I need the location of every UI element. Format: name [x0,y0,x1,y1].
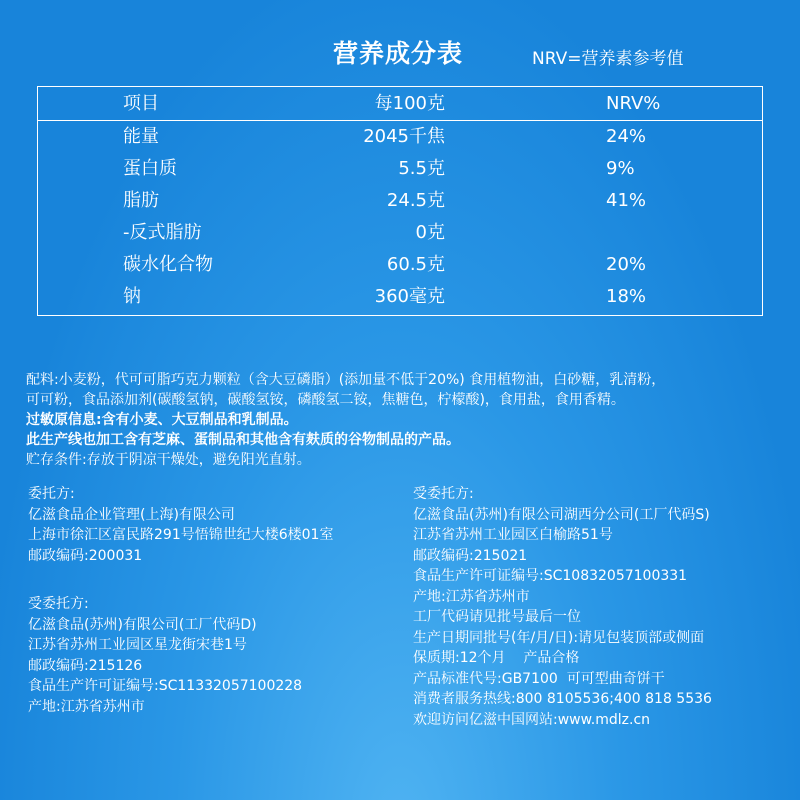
row-value: 0克 [415,222,445,243]
contractor-origin: 产地:江苏省苏州市 [28,698,145,715]
contractor-origin: 产地:江苏省苏州市 [413,588,530,605]
qualified-label: 产品合格 [523,650,580,666]
table-row [38,153,762,185]
header-item: 项目 [123,93,159,114]
production-date-note: 生产日期同批号(年/月/日):请见包装顶部或侧面 [413,629,705,646]
contractor-address: 江苏省苏州工业园区白榆路51号 [413,527,613,543]
allergen-info: 过敏原信息:含有小麦、大豆制品和乳制品。 [26,412,298,428]
row-name: 碳水化合物 [123,254,213,275]
contractor-company: 亿滋食品(苏州)有限公司湖西分公司(工厂代码S) [413,506,710,523]
table-header [38,87,762,121]
row-name: 蛋白质 [123,158,177,179]
client-postcode: 邮政编码:200031 [28,547,143,564]
row-value: 60.5克 [386,254,445,275]
row-nrv: 18% [606,286,647,307]
contractor-postcode: 邮政编码:215021 [413,547,528,564]
row-value: 360毫克 [374,286,445,307]
shelf-life: 保质期:12个月 [413,650,506,666]
ingredients-block [26,370,776,470]
contractor-d-block [28,594,302,717]
contractor-address: 江苏省苏州工业园区星龙街宋巷1号 [28,637,247,653]
table-row [38,281,762,313]
client-company: 亿滋食品企业管理(上海)有限公司 [28,506,235,523]
contractor-license: 食品生产许可证编号:SC10832057100331 [413,568,688,584]
table-row [38,249,762,281]
row-nrv: 9% [606,158,635,179]
row-name: -反式脂肪 [123,222,202,243]
title-row [0,34,800,74]
storage-conditions: 贮存条件:存放于阴凉干燥处，避免阳光直射。 [26,452,311,468]
website-link: 欢迎访问亿滋中国网站:www.mdlz.cn [413,711,651,728]
row-value: 5.5克 [398,158,445,179]
table-row [38,217,762,249]
factory-code-note: 工厂代码请见批号最后一位 [413,609,581,625]
header-nrv: NRV% [606,93,661,114]
client-label: 委托方: [28,486,75,502]
nutrition-table [37,86,763,316]
contractor-company: 亿滋食品(苏州)有限公司(工厂代码D) [28,616,257,633]
ingredients-line: 可可粉，食品添加剂(碳酸氢钠，碳酸氢铵，磷酸氢二铵，焦糖色，柠檬酸)，食用盐，食用香精。 [26,392,625,408]
header-per100: 每100克 [374,93,445,114]
row-nrv: 41% [606,190,647,211]
product-standard: 产品标准代号:GB7100 可可型曲奇饼干 [413,670,665,687]
row-value: 24.5克 [386,190,445,211]
client-block [28,484,333,566]
ingredients-line: 配料:小麦粉，代可可脂巧克力颗粒（含大豆磷脂）(添加量不低于20%) 食用植物油，白砂糖，乳清粉， [26,372,666,388]
row-nrv: 20% [606,254,647,275]
row-name: 能量 [123,126,159,147]
shelf-life-row [413,648,712,669]
contractor-postcode: 邮政编码:215126 [28,657,143,674]
contractor-label: 受委托方: [413,486,474,502]
contractor-s-block [413,484,712,730]
contractor-license: 食品生产许可证编号:SC11332057100228 [28,678,303,694]
row-nrv: 24% [606,126,647,147]
nutrition-table-title: 营养成分表 [333,39,464,68]
client-address: 上海市徐汇区富民路291号悟锦世纪大楼6楼01室 [28,527,334,543]
table-row [38,121,762,153]
row-value: 2045千焦 [363,126,445,147]
row-name: 钠 [123,286,141,307]
table-row [38,185,762,217]
row-name: 脂肪 [123,190,159,211]
nrv-note: NRV=营养素参考值 [532,49,684,69]
contractor-label: 受委托方: [28,596,89,612]
consumer-hotline: 消费者服务热线:800 8105536;400 818 5536 [413,691,712,707]
production-line-note: 此生产线也加工含有芝麻、蛋制品和其他含有麸质的谷物制品的产品。 [26,432,460,448]
